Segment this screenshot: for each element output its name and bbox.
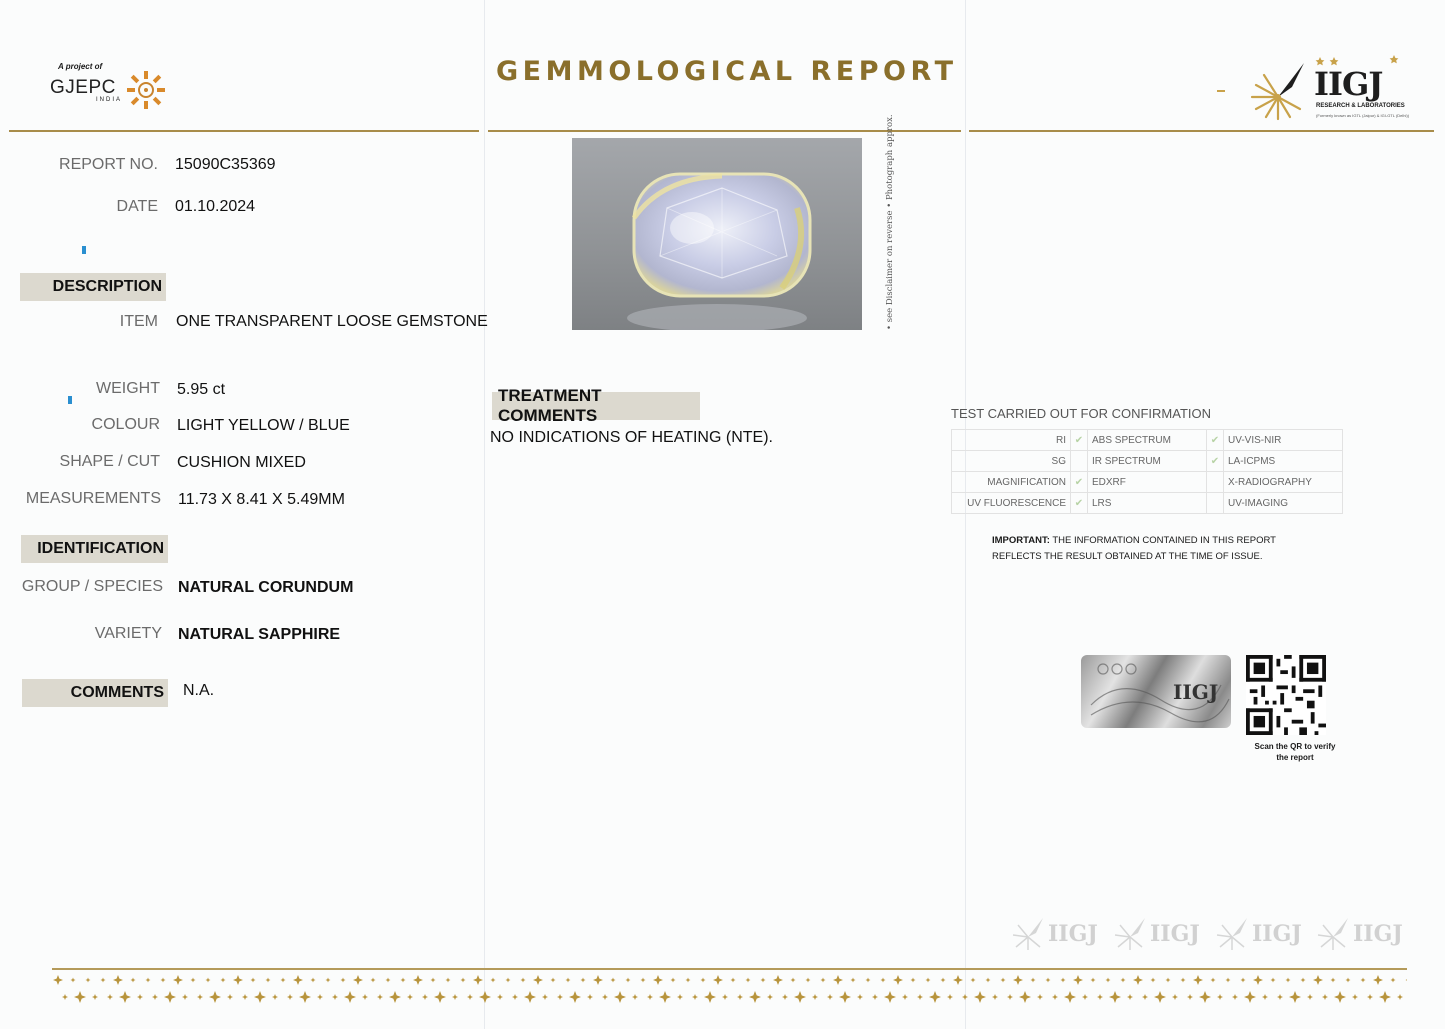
- footer-star: [587, 994, 593, 1000]
- footer-star: [1277, 994, 1283, 1000]
- footer-star: [1064, 991, 1076, 1003]
- footer-star: [632, 994, 638, 1000]
- tests-title: TEST CARRIED OUT FOR CONFIRMATION: [951, 406, 1212, 421]
- test-name: UV-VIS-NIR: [1224, 430, 1343, 451]
- hologram-text: IIGJ: [1173, 680, 1219, 704]
- footer-star: [1154, 991, 1166, 1003]
- footer-star: [557, 994, 563, 1000]
- footer-star: [281, 978, 286, 983]
- watermark-text: IIGJ: [1150, 921, 1200, 947]
- treatment-heading: TREATMENT COMMENTS: [492, 392, 700, 420]
- footer-star: [722, 994, 728, 1000]
- footer-star: [1334, 991, 1346, 1003]
- footer-star: [1313, 975, 1323, 985]
- important-label: IMPORTANT:: [992, 535, 1050, 546]
- check-icon: ✔: [1207, 430, 1224, 451]
- footer-star: [1142, 994, 1148, 1000]
- iigj-star-icon: [1248, 57, 1310, 123]
- footer-star: [1289, 991, 1301, 1003]
- check-icon: [1207, 493, 1224, 514]
- footer-star: [311, 978, 316, 983]
- footer-star: [947, 994, 953, 1000]
- footer-star: [839, 991, 851, 1003]
- footer-star: [659, 991, 671, 1003]
- comments-value: N.A.: [183, 682, 215, 699]
- tests-row: [952, 451, 1343, 472]
- important-note: [992, 533, 1322, 565]
- footer-star: [377, 994, 383, 1000]
- footer-star: [461, 978, 466, 983]
- footer-star: [152, 994, 158, 1000]
- footer-star: [119, 991, 131, 1003]
- footer-star-pattern: [52, 972, 1407, 1008]
- footer-star: [833, 975, 843, 985]
- test-name: IR SPECTRUM: [1088, 451, 1207, 472]
- footer-star: [1082, 994, 1088, 1000]
- footer-star: [647, 994, 653, 1000]
- footer-star: [1253, 975, 1263, 985]
- footer-star: [326, 978, 331, 983]
- footer-star: [902, 994, 908, 1000]
- footer-star: [1133, 975, 1143, 985]
- footer-star: [287, 994, 293, 1000]
- footer-star: [746, 978, 751, 983]
- footer-star: [473, 975, 483, 985]
- footer-star: [569, 991, 581, 1003]
- footer-star: [929, 991, 941, 1003]
- footer-star: [1073, 975, 1083, 985]
- footer-star: [704, 991, 716, 1003]
- footer-star: [182, 994, 188, 1000]
- footer-star: [653, 975, 663, 985]
- footer-star: [452, 994, 458, 1000]
- footer-star: [293, 975, 303, 985]
- footer-star: [209, 991, 221, 1003]
- weight-value: 5.95 ct: [177, 381, 226, 398]
- footer-star: [1097, 994, 1103, 1000]
- gemstone-photo: [572, 138, 862, 330]
- check-icon: ✔: [1071, 472, 1088, 493]
- footer-star: [344, 991, 356, 1003]
- footer-star: [806, 978, 811, 983]
- footer-star: [791, 978, 796, 983]
- footer-star: [389, 991, 401, 1003]
- footer-star: [821, 978, 826, 983]
- footer-star: [1379, 991, 1391, 1003]
- footer-star: [53, 975, 63, 985]
- footer-star: [362, 994, 368, 1000]
- footer-star: [413, 975, 423, 985]
- iigj-subtitle: RESEARCH & LABORATORIES: [1316, 103, 1405, 109]
- photo-disclaimer: [885, 114, 899, 330]
- fold-line-right: [965, 0, 966, 1029]
- footer-star: [266, 978, 271, 983]
- footer-star: [221, 978, 226, 983]
- footer-star: [749, 991, 761, 1003]
- report-no-label: REPORT NO.: [59, 156, 158, 173]
- tests-row: [952, 493, 1343, 514]
- footer-star: [812, 994, 818, 1000]
- footer-star: [1352, 994, 1358, 1000]
- footer-star: [761, 978, 766, 983]
- footer-star: [146, 978, 151, 983]
- watermark-star-icon: [1315, 915, 1351, 951]
- footer-star: [731, 978, 736, 983]
- footer-star: [467, 994, 473, 1000]
- footer-star: [1241, 978, 1246, 983]
- footer-star: [866, 978, 871, 983]
- footer-star: [107, 994, 113, 1000]
- watermark-text: IIGJ: [1252, 921, 1302, 947]
- footer-star: [524, 991, 536, 1003]
- footer-star: [86, 978, 91, 983]
- footer-star: [1286, 978, 1291, 983]
- variety-value: NATURAL SAPPHIRE: [178, 626, 341, 643]
- footer-star: [1199, 991, 1211, 1003]
- footer-star: [713, 975, 723, 985]
- footer-star: [686, 978, 691, 983]
- footer-star: [491, 978, 496, 983]
- fold-line-left: [484, 0, 485, 1029]
- footer-star: [986, 978, 991, 983]
- footer-star: [317, 994, 323, 1000]
- item-label: ITEM: [119, 313, 158, 330]
- footer-star: [737, 994, 743, 1000]
- footer-star: [1172, 994, 1178, 1000]
- check-icon: [1207, 472, 1224, 493]
- footer-star: [671, 978, 676, 983]
- footer-star: [1397, 994, 1403, 1000]
- footer-star: [1181, 978, 1186, 983]
- scan-mark: [82, 246, 86, 254]
- footer-star: [386, 978, 391, 983]
- footer-star: [446, 978, 451, 983]
- footer-star: [1262, 994, 1268, 1000]
- footer-star: [677, 994, 683, 1000]
- footer-star: [233, 975, 243, 985]
- footer-star: [767, 994, 773, 1000]
- gjepc-name: GJEPC: [50, 77, 116, 98]
- footer-star: [941, 978, 946, 983]
- footer-star: [62, 994, 68, 1000]
- footer-star: [962, 994, 968, 1000]
- footer-star: [881, 978, 886, 983]
- footer-star: [1244, 991, 1256, 1003]
- test-name: UV FLUORESCENCE: [952, 493, 1071, 514]
- footer-star: [197, 994, 203, 1000]
- watermark-star-icon: [1010, 915, 1046, 951]
- header-dash: [1217, 90, 1225, 92]
- footer-star: [1046, 978, 1051, 983]
- footer-star: [911, 978, 916, 983]
- footer-star: [497, 994, 503, 1000]
- footer-star: [92, 994, 98, 1000]
- footer-star: [254, 991, 266, 1003]
- treatment-value: NO INDICATIONS OF HEATING (NTE).: [490, 429, 773, 446]
- footer-star: [851, 978, 856, 983]
- footer-star: [1322, 994, 1328, 1000]
- check-icon: [1071, 451, 1088, 472]
- footer-rule: [52, 968, 1407, 970]
- footer-star: [917, 994, 923, 1000]
- footer-star: [533, 975, 543, 985]
- footer-star: [827, 994, 833, 1000]
- iigj-logo: [1248, 55, 1408, 125]
- footer-star: [1232, 994, 1238, 1000]
- footer-star: [332, 994, 338, 1000]
- footer-star: [593, 975, 603, 985]
- footer-star: [566, 978, 571, 983]
- footer-star: [971, 978, 976, 983]
- footer-star: [794, 991, 806, 1003]
- report-no-value: 15090C35369: [175, 156, 276, 173]
- footer-star: [1031, 978, 1036, 983]
- footer-star: [371, 978, 376, 983]
- footer-star: [1013, 975, 1023, 985]
- check-icon: ✔: [1071, 493, 1088, 514]
- footer-star: [1019, 991, 1031, 1003]
- footer-star: [1151, 978, 1156, 983]
- footer-star: [641, 978, 646, 983]
- footer-star: [1052, 994, 1058, 1000]
- footer-star: [242, 994, 248, 1000]
- footer-star: [434, 991, 446, 1003]
- watermark-star-icon: [1214, 915, 1250, 951]
- check-icon: ✔: [1207, 451, 1224, 472]
- colour-value: LIGHT YELLOW / BLUE: [177, 417, 350, 434]
- gjepc-logo: [48, 60, 178, 112]
- iigj-name: IIGJ: [1314, 65, 1383, 103]
- footer-star: [227, 994, 233, 1000]
- footer-star: [1121, 978, 1126, 983]
- footer-star: [137, 994, 143, 1000]
- footer-star: [506, 978, 511, 983]
- footer-star: [1001, 978, 1006, 983]
- footer-star: [884, 991, 896, 1003]
- scan-mark: [68, 396, 72, 404]
- footer-star: [422, 994, 428, 1000]
- test-name: LA-ICPMS: [1224, 451, 1343, 472]
- footer-star: [173, 975, 183, 985]
- footer-star: [401, 978, 406, 983]
- footer-star: [1061, 978, 1066, 983]
- footer-star: [1106, 978, 1111, 983]
- qr-code-icon[interactable]: [1246, 655, 1326, 735]
- footer-star: [953, 975, 963, 985]
- test-name: SG: [952, 451, 1071, 472]
- footer-star: [1373, 975, 1383, 985]
- gjepc-caption: A project of: [58, 62, 103, 71]
- footer-star: [341, 978, 346, 983]
- footer-star: [299, 991, 311, 1003]
- variety-label: VARIETY: [94, 625, 162, 642]
- gemstone-image: [572, 138, 862, 330]
- footer-star: [101, 978, 106, 983]
- check-icon: ✔: [1071, 430, 1088, 451]
- footer-star: [512, 994, 518, 1000]
- test-name: UV-IMAGING: [1224, 493, 1343, 514]
- footer-star: [1361, 978, 1366, 983]
- footer-star: [1007, 994, 1013, 1000]
- footer-star: [431, 978, 436, 983]
- footer-star: [1037, 994, 1043, 1000]
- footer-star: [857, 994, 863, 1000]
- footer-star: [602, 994, 608, 1000]
- footer-star: [1391, 978, 1396, 983]
- footer-star: [1217, 994, 1223, 1000]
- footer-star: [206, 978, 211, 983]
- footer-star: [1307, 994, 1313, 1000]
- footer-star: [479, 991, 491, 1003]
- footer-star: [1211, 978, 1216, 983]
- footer-star: [626, 978, 631, 983]
- colour-label: COLOUR: [91, 416, 160, 433]
- iigj-watermark: [1315, 915, 1407, 957]
- footer-star: [353, 975, 363, 985]
- tests-table: [951, 429, 1343, 514]
- identification-heading: IDENTIFICATION: [21, 535, 168, 563]
- photo-disclaimer-text: • see Disclaimer on reverse • Photograph approx.: [885, 114, 895, 330]
- footer-star: [611, 978, 616, 983]
- footer-star: [992, 994, 998, 1000]
- tests-row: [952, 430, 1343, 451]
- qr-caption: Scan the QR to verify the report: [1254, 742, 1336, 762]
- gjepc-country: INDIA: [96, 97, 123, 103]
- footer-star: [1226, 978, 1231, 983]
- footer-star: [926, 978, 931, 983]
- footer-star: [191, 978, 196, 983]
- footer-star: [1127, 994, 1133, 1000]
- footer-star: [74, 991, 86, 1003]
- footer-star: [614, 991, 626, 1003]
- tests-row: [952, 472, 1343, 493]
- report-title: GEMMOLOGICAL REPORT: [496, 56, 958, 87]
- measurements-label: MEASUREMENTS: [25, 490, 161, 507]
- footer-star: [542, 994, 548, 1000]
- footer-star: [581, 978, 586, 983]
- item-value: ONE TRANSPARENT LOOSE GEMSTONE: [176, 313, 488, 330]
- footer-star: [164, 991, 176, 1003]
- shape-label: SHAPE / CUT: [59, 453, 160, 470]
- footer-star: [251, 978, 256, 983]
- watermark-star-icon: [1112, 915, 1148, 951]
- test-name: X-RADIOGRAPHY: [1224, 472, 1343, 493]
- footer-star: [1166, 978, 1171, 983]
- measurements-value: 11.73 X 8.41 X 5.49MM: [178, 491, 345, 508]
- footer-star: [1187, 994, 1193, 1000]
- footer-star: [893, 975, 903, 985]
- date-label: DATE: [116, 198, 158, 215]
- footer-star: [872, 994, 878, 1000]
- test-name: ABS SPECTRUM: [1088, 430, 1207, 451]
- footer-star: [113, 975, 123, 985]
- weight-label: WEIGHT: [96, 380, 160, 397]
- watermark-text: IIGJ: [1353, 921, 1403, 947]
- footer-star: [782, 994, 788, 1000]
- footer-star: [161, 978, 166, 983]
- gjepc-emblem-icon: [126, 70, 166, 110]
- group-value: NATURAL CORUNDUM: [178, 579, 354, 596]
- date-value: 01.10.2024: [175, 198, 256, 215]
- test-name: MAGNIFICATION: [952, 472, 1071, 493]
- iigj-subtitle-small: (Formerly known as IGTL (Jaipur) & IGI-GTL (Delhi)): [1316, 113, 1410, 118]
- footer-star: [1109, 991, 1121, 1003]
- iigj-watermark: [1214, 915, 1306, 957]
- footer-star: [131, 978, 136, 983]
- test-name: EDXRF: [1088, 472, 1207, 493]
- footer-star: [407, 994, 413, 1000]
- footer-star: [1331, 978, 1336, 983]
- iigj-watermark: [1010, 915, 1102, 957]
- comments-heading: COMMENTS: [22, 679, 168, 707]
- footer-star: [1406, 978, 1408, 983]
- header-rule-left: [9, 130, 479, 132]
- footer-star: [1301, 978, 1306, 983]
- footer-star: [1091, 978, 1096, 983]
- footer-star: [1346, 978, 1351, 983]
- footer-star: [1271, 978, 1276, 983]
- hologram-icon: [1081, 655, 1231, 728]
- footer-star: [1193, 975, 1203, 985]
- footer-star: [71, 978, 76, 983]
- shape-value: CUSHION MIXED: [177, 454, 306, 471]
- important-text: THE INFORMATION CONTAINED IN THIS REPORT REFLECTS THE RESULT OBTAINED AT THE TIME OF ISSUE.: [992, 535, 1276, 562]
- group-label: GROUP / SPECIES: [21, 578, 163, 595]
- footer-star: [521, 978, 526, 983]
- footer-star: [551, 978, 556, 983]
- footer-star: [692, 994, 698, 1000]
- footer-star: [773, 975, 783, 985]
- iigj-watermark: [1112, 915, 1204, 957]
- description-heading: DESCRIPTION: [20, 273, 166, 301]
- footer-star: [974, 991, 986, 1003]
- test-name: RI: [952, 430, 1071, 451]
- watermark-text: IIGJ: [1048, 921, 1098, 947]
- test-name: LRS: [1088, 493, 1207, 514]
- header-rule-right: [969, 130, 1434, 132]
- footer-star: [701, 978, 706, 983]
- footer-star: [272, 994, 278, 1000]
- footer-star: [1367, 994, 1373, 1000]
